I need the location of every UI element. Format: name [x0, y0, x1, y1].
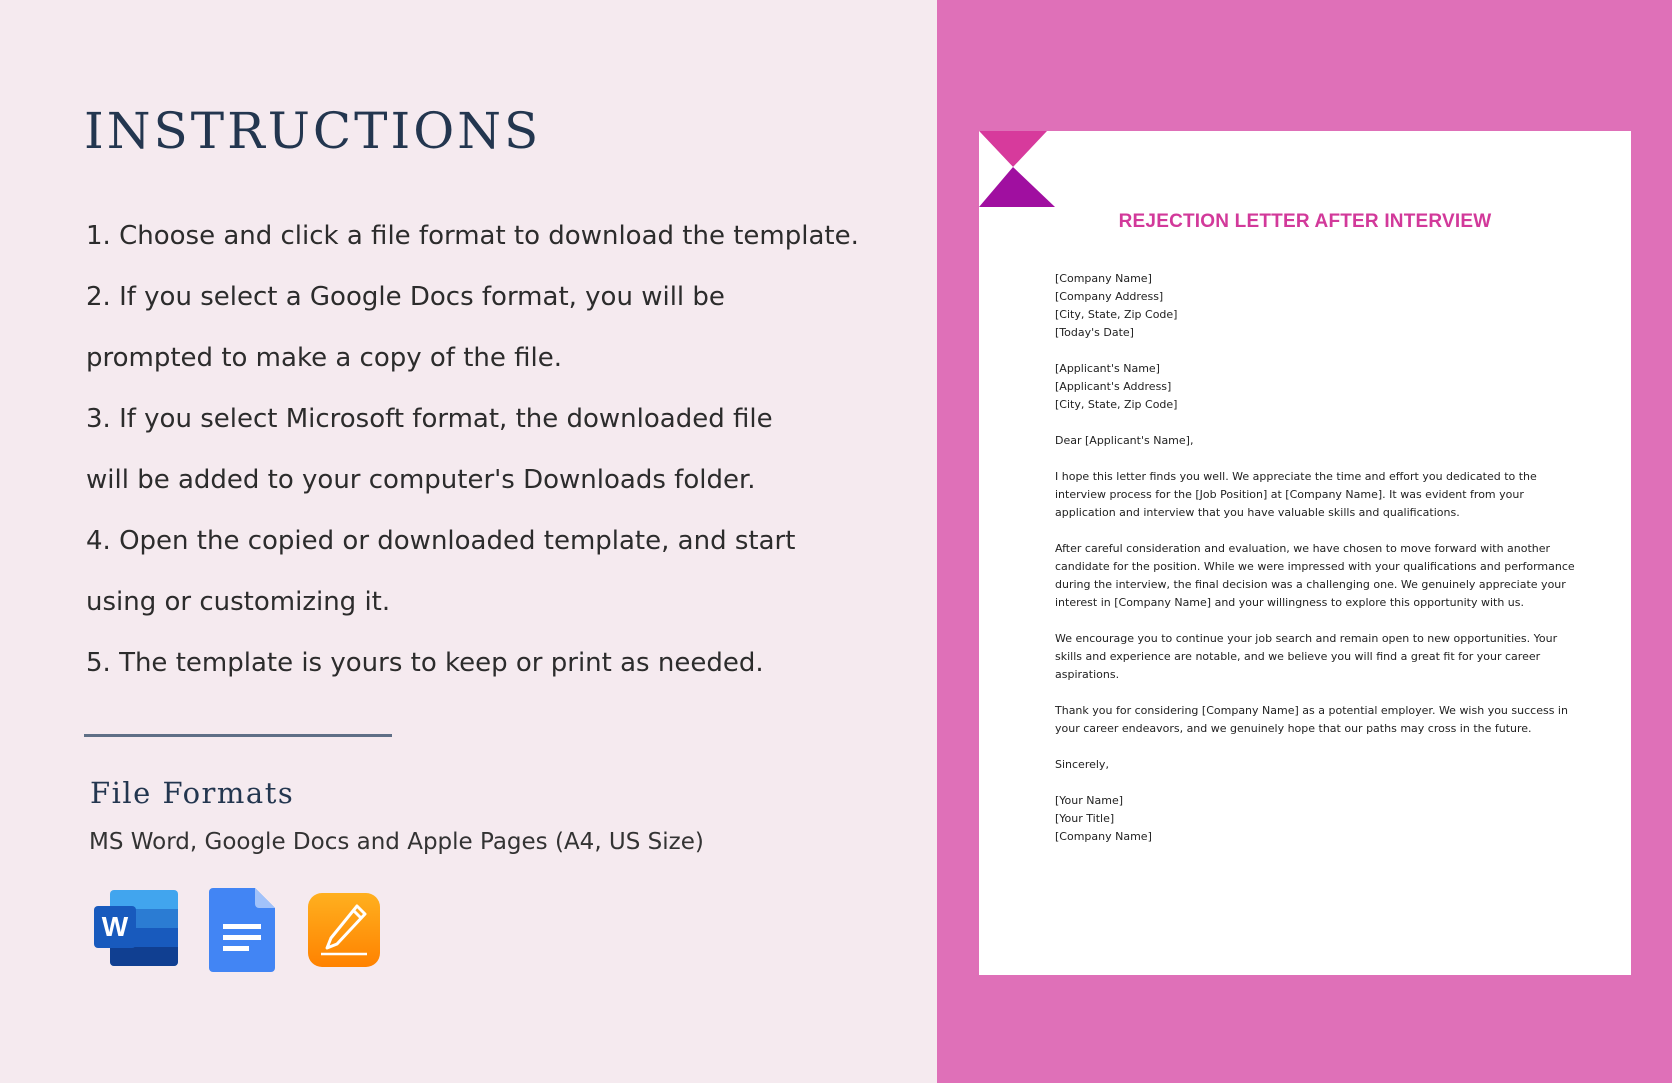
- instruction-step: 1. Choose and click a file format to download the template.: [86, 221, 859, 251]
- document-blank-line: [1055, 414, 1575, 432]
- document-line: Sincerely,: [1055, 758, 1109, 771]
- document-line: [Your Title]: [1055, 812, 1115, 825]
- instruction-step: prompted to make a copy of the file.: [86, 343, 563, 373]
- instruction-step: 2. If you select a Google Docs format, you will be: [86, 282, 725, 312]
- document-blank-line: [1055, 684, 1575, 702]
- document-line: [Applicant's Address]: [1055, 380, 1172, 393]
- document-line: [Applicant's Name]: [1055, 362, 1160, 375]
- apple-pages-icon[interactable]: [307, 892, 381, 968]
- document-line: After careful consideration and evaluation, we have chosen to move forward with another: [1055, 542, 1551, 555]
- document-line: Thank you for considering [Company Name] as a potential employer. We wish you success in: [1055, 704, 1568, 717]
- word-icon[interactable]: [92, 888, 180, 968]
- file-formats-description: MS Word, Google Docs and Apple Pages (A4, US Size): [89, 829, 704, 855]
- document-line: Dear [Applicant's Name],: [1055, 434, 1194, 447]
- document-line: [City, State, Zip Code]: [1055, 398, 1178, 411]
- document-line: interest in [Company Name] and your willingness to explore this opportunity with us.: [1055, 596, 1524, 609]
- document-line: aspirations.: [1055, 668, 1120, 681]
- document-blank-line: [1055, 450, 1575, 468]
- document-preview: [979, 131, 1631, 975]
- document-line: [Company Name]: [1055, 272, 1152, 285]
- document-line: during the interview, the final decision was a challenging one. We genuinely appreciate your: [1055, 578, 1566, 591]
- instruction-step: 3. If you select Microsoft format, the downloaded file: [86, 404, 773, 434]
- document-blank-line: [1055, 342, 1575, 360]
- document-blank-line: [1055, 738, 1575, 756]
- document-blank-line: [1055, 774, 1575, 792]
- instruction-step: will be added to your computer's Downloads folder.: [86, 465, 756, 495]
- document-blank-line: [1055, 522, 1575, 540]
- instruction-step: 4. Open the copied or downloaded template, and start: [86, 526, 796, 556]
- instructions-list: [86, 206, 926, 694]
- document-line: [City, State, Zip Code]: [1055, 308, 1178, 321]
- instructions-heading: INSTRUCTIONS: [84, 102, 542, 160]
- document-line: application and interview that you have valuable skills and qualifications.: [1055, 506, 1460, 519]
- document-line: [Company Address]: [1055, 290, 1164, 303]
- section-divider: [84, 734, 392, 737]
- document-line: [Today's Date]: [1055, 326, 1134, 339]
- document-line: [Company Name]: [1055, 830, 1152, 843]
- document-blank-line: [1055, 612, 1575, 630]
- document-line: I hope this letter finds you well. We appreciate the time and effort you dedicated to the: [1055, 470, 1537, 483]
- corner-decoration: [979, 131, 1055, 207]
- file-formats-title: File Formats: [90, 776, 295, 810]
- document-line: interview process for the [Job Position] at [Company Name]. It was evident from your: [1055, 488, 1524, 501]
- document-line: candidate for the position. While we were impressed with your qualifications and performance: [1055, 560, 1575, 573]
- document-line: your career endeavors, and we genuinely hope that our paths may cross in the future.: [1055, 722, 1532, 735]
- instruction-step: using or customizing it.: [86, 587, 391, 617]
- document-body: [1055, 270, 1575, 846]
- svg-text:W: W: [101, 911, 129, 942]
- document-line: [Your Name]: [1055, 794, 1124, 807]
- document-line: skills and experience are notable, and we believe you will find a great fit for your career: [1055, 650, 1541, 663]
- instruction-step: 5. The template is yours to keep or print as needed.: [86, 648, 764, 678]
- document-line: We encourage you to continue your job search and remain open to new opportunities. Your: [1055, 632, 1558, 645]
- document-title: REJECTION LETTER AFTER INTERVIEW: [1118, 211, 1492, 232]
- google-docs-icon[interactable]: [209, 888, 275, 972]
